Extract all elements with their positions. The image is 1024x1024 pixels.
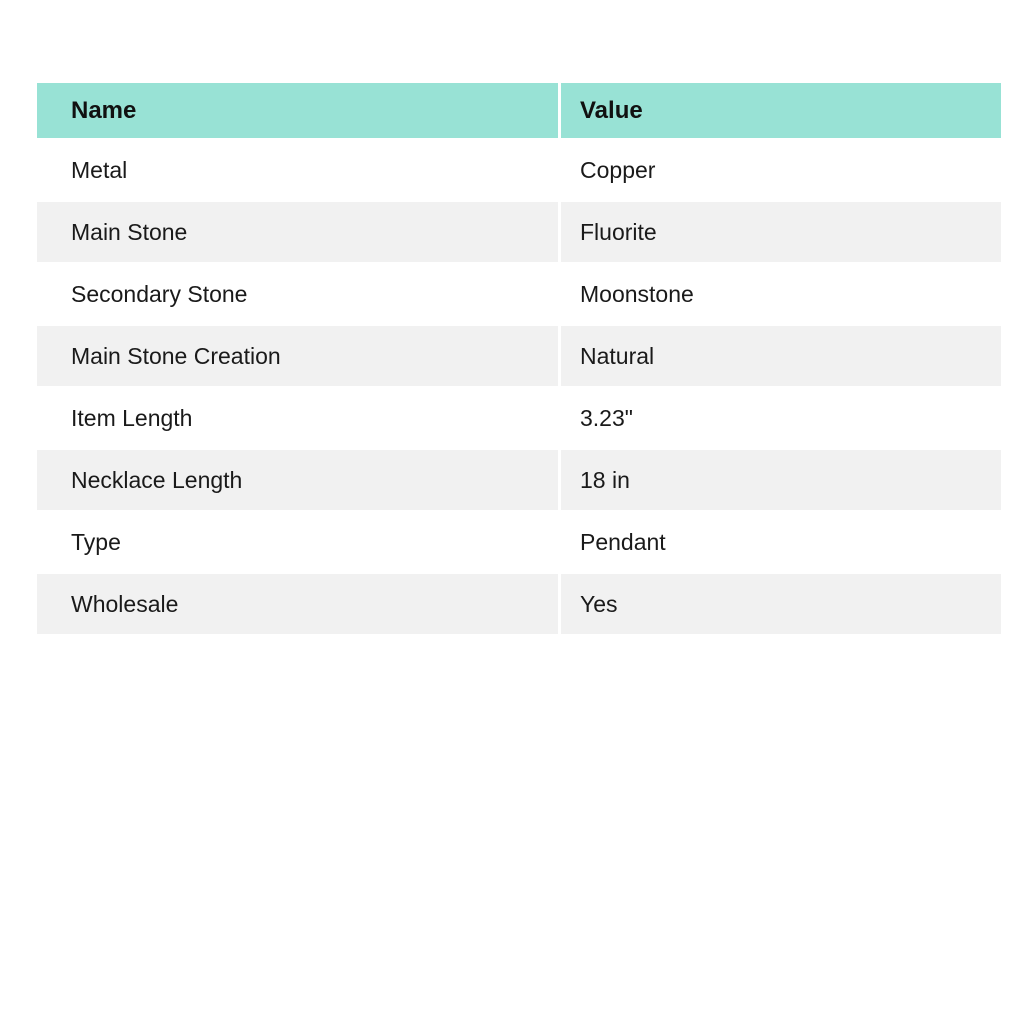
attribute-name-cell: Main Stone Creation (37, 325, 560, 387)
attribute-name-cell: Metal (37, 139, 560, 201)
product-attributes-table-container (37, 83, 1001, 636)
attribute-value-cell: Moonstone (560, 263, 1002, 325)
table-row (37, 325, 1001, 387)
attribute-name-cell: Main Stone (37, 201, 560, 263)
product-attributes-table (37, 83, 1001, 636)
column-header-name: Name (37, 83, 560, 139)
table-row (37, 201, 1001, 263)
table-row (37, 511, 1001, 573)
table-row (37, 573, 1001, 635)
table-header (37, 83, 1001, 139)
attribute-name-cell: Item Length (37, 387, 560, 449)
attribute-value-cell: Copper (560, 139, 1002, 201)
attribute-value-cell: Natural (560, 325, 1002, 387)
attribute-name-cell: Necklace Length (37, 449, 560, 511)
table-body (37, 139, 1001, 635)
attribute-value-cell: Pendant (560, 511, 1002, 573)
attribute-name-cell: Wholesale (37, 573, 560, 635)
attribute-value-cell: 18 in (560, 449, 1002, 511)
attribute-name-cell: Secondary Stone (37, 263, 560, 325)
table-header-row (37, 83, 1001, 139)
table-row (37, 387, 1001, 449)
column-header-value: Value (560, 83, 1002, 139)
table-row (37, 263, 1001, 325)
attribute-value-cell: 3.23" (560, 387, 1002, 449)
table-row (37, 139, 1001, 201)
attribute-value-cell: Fluorite (560, 201, 1002, 263)
attribute-value-cell: Yes (560, 573, 1002, 635)
attribute-name-cell: Type (37, 511, 560, 573)
table-row (37, 449, 1001, 511)
